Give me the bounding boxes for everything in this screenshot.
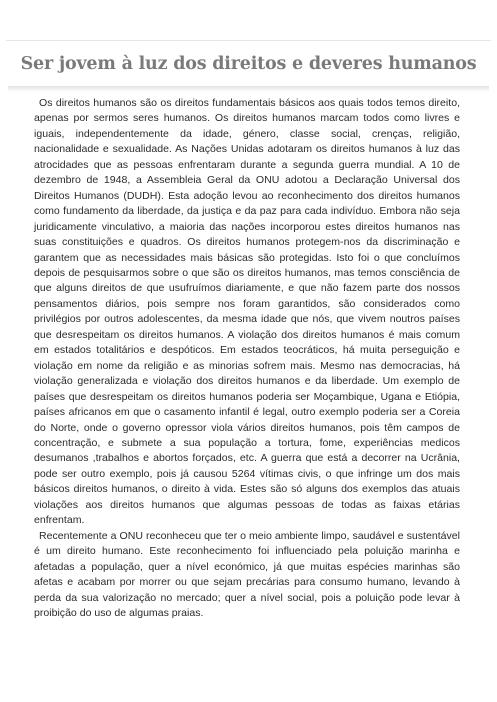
document-body (34, 96, 460, 621)
paragraph-2: Recentemente a ONU reconheceu que ter o meio ambiente limpo, saudável e sustentável é um direito humano. Este reconhecimento foi influenciado pela poluição marinha e afetadas a população, quer a nível económico, já que muitas espécies marinhas são afetas e acabam por morrer ou que sejam precárias para consumo humano, levando à perda da sua valorização no mercado; quer a nível social, pois a poluição pode levar à proibição do uso de algumas praias. (34, 529, 460, 619)
top-divider (6, 40, 491, 41)
paragraph-1: Os direitos humanos são os direitos fundamentais básicos aos quais todos temos direito, apenas por sermos seres humanos. Os direitos humanos marcam todos como livres e iguais, independentemente da idade, género, classe social, crenças, religião, nacionalidade e sexualidade. As Nações Unidas adotaram os direitos humanos à luz das atrocidades que as pessoas enfrentaram durante a segunda guerra mundial. A 10 de dezembro de 1948, a Assembleia Geral da ONU adotou a Declaração Universal dos Direitos Humanos (DUDH). Esta adoção levou ao reconhecimento dos direitos humanos como fundamento da liberdade, da justiça e da paz para cada indivíduo. Embora não seja juridicamente vinculativo, a maioria das nações incorporou estes direitos humanos nas suas constituições e quadros. Os direitos humanos protegem-nos da discriminação e garantem que as necessidades mais básicas são protegidas. Isto foi o que concluímos depois de pesquisarmos sobre o que são os direitos humanos, mas temos consciência de que alguns direitos de que usufruímos diariamente, e que não fazem parte dos nossos pensamentos diários, pois sempre nos foram garantidos, são considerados como privilégios por outros adolescentes, da mesma idade que nós, que vivem noutros países que desrespeitam os direitos humanos. A violação dos direitos humanos é mais comum em estados totalitários e despóticos. Em estados teocráticos, há muita perseguição e violação em nome da religião e as minorias sofrem mais. Mesmo nas democracias, há violação generalizada e violação dos direitos humanos e da liberdade. Um exemplo de países que desrespeitam os direitos humanos poderia ser Moçambique, Ugana e Etiópia, países africanos em que o casamento infantil é legal, outro exemplo poderia ser a Coreia do Norte, onde o governo opressor viola vários direitos humanos, pois têm campos de concentração, e submete a sua população a tortura, fome, experiências medicos desumanos ,trabalhos e abortos forçados, etc. A guerra que está a decorrer na Ucrânia, pode ser outro exemplo, pois já causou 5264 vítimas civis, o que infringe um dos mais básicos direitos humanos, o direito à vida. Estes são só alguns dos exemplos das atuais violações aos direitos humanos que algumas pessoas de todas as faixas etárias enfrentam. (34, 97, 460, 527)
title-divider (8, 86, 489, 92)
document-title: Ser jovem à luz dos direitos e deveres humanos (20, 54, 477, 74)
